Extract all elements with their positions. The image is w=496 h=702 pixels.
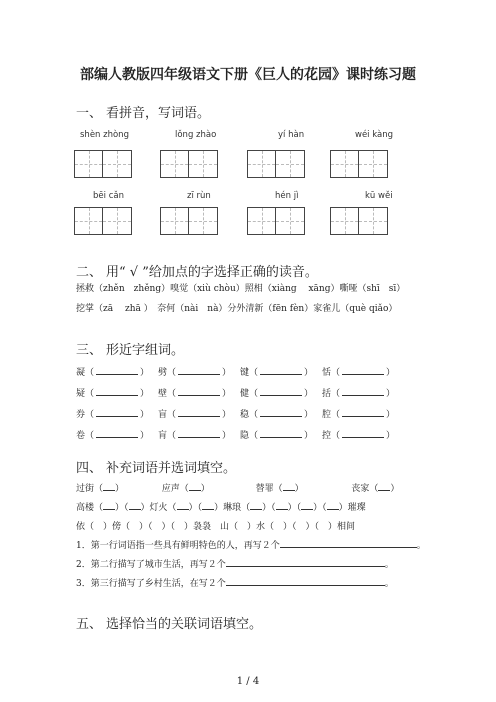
character: 腔	[322, 410, 332, 420]
section-number: 二、	[76, 265, 103, 280]
section-number: 一、	[76, 106, 103, 121]
page-title: 部编人教版四年级语文下册《巨人的花园》课时练习题	[80, 67, 416, 83]
word-item	[240, 428, 313, 441]
writing-grid[interactable]	[160, 207, 218, 235]
character: 凝	[76, 368, 86, 378]
paren-close: ）	[386, 410, 396, 420]
blank[interactable]	[342, 408, 384, 417]
character: 盲	[158, 410, 168, 420]
pinyin-7: hén jì	[275, 191, 299, 201]
blank[interactable]	[327, 501, 339, 510]
blank[interactable]	[178, 366, 220, 375]
paren-open: （	[331, 368, 341, 378]
text: ）（	[262, 503, 276, 513]
character: 劈	[158, 368, 168, 378]
text: ）璀璨	[338, 503, 366, 513]
blank[interactable]	[96, 429, 138, 438]
character: 稳	[240, 410, 250, 420]
pinyin-1: shèn zhòng	[80, 130, 129, 140]
character: 卷	[76, 431, 86, 441]
paren-open: （	[249, 368, 259, 378]
word-item	[322, 428, 395, 441]
paren-open: （	[331, 410, 341, 420]
section-1-heading	[76, 102, 210, 121]
blank[interactable]	[260, 387, 302, 396]
blank[interactable]	[178, 408, 220, 417]
blank[interactable]	[129, 501, 141, 510]
section-label: 选择恰当的关联词语填空。	[106, 617, 263, 632]
paren-close: ）	[304, 431, 314, 441]
blank[interactable]	[276, 501, 288, 510]
paren-close: ）	[304, 368, 314, 378]
paren-close: ）	[386, 368, 396, 378]
section-label: 补充词语并选词填空。	[106, 461, 237, 476]
answer-line[interactable]	[280, 539, 417, 548]
section-number: 三、	[76, 343, 103, 358]
blank[interactable]	[260, 408, 302, 417]
word-item	[158, 365, 231, 378]
blank[interactable]	[103, 482, 115, 491]
pinyin-5: bēi cǎn	[93, 191, 124, 201]
text: 替罪（	[255, 484, 283, 494]
character: 控	[322, 431, 332, 441]
pinyin-3: yí hàn	[278, 130, 305, 140]
text: ）琳琅（	[214, 503, 251, 513]
paren-open: （	[85, 431, 95, 441]
word-item	[158, 428, 231, 441]
paren-close: ）	[222, 368, 232, 378]
section-4-heading	[76, 457, 236, 476]
paren-close: ）	[222, 389, 232, 399]
blank[interactable]	[342, 366, 384, 375]
writing-grid[interactable]	[247, 207, 305, 235]
paren-open: （	[167, 368, 177, 378]
blank[interactable]	[202, 501, 214, 510]
character: 恬	[322, 368, 332, 378]
idiom-row-2	[76, 500, 366, 513]
section-label: 看拼音，写词语。	[106, 106, 211, 121]
text: ）	[390, 484, 400, 494]
character: 键	[240, 368, 250, 378]
text: ）（	[313, 503, 327, 513]
question-1	[76, 538, 426, 551]
paren-open: （	[167, 389, 177, 399]
section-label: 用“ √ ”给加点的字选择正确的读音。	[106, 265, 318, 280]
question-text: 3．第三行描写了乡村生活，在写２个	[76, 579, 226, 589]
text: ）（	[188, 503, 203, 513]
paren-open: （	[331, 389, 341, 399]
word-item	[76, 407, 149, 420]
character: 壁	[158, 389, 168, 399]
paren-open: （	[85, 368, 95, 378]
paren-open: （	[85, 389, 95, 399]
paren-close: ）	[386, 389, 396, 399]
paren-close: ）	[222, 410, 232, 420]
blank[interactable]	[96, 366, 138, 375]
blank[interactable]	[96, 408, 138, 417]
paren-open: （	[249, 431, 259, 441]
paren-open: （	[249, 410, 259, 420]
text: ）灯火（	[140, 503, 177, 513]
word-item	[240, 407, 313, 420]
section-5-heading	[76, 613, 262, 632]
word-item	[158, 407, 231, 420]
period: 。	[416, 541, 426, 551]
text: ）	[115, 484, 125, 494]
paren-open: （	[331, 431, 341, 441]
question-text: 2．第二行描写了城市生活，再写２个	[76, 560, 226, 570]
question-text: 1．第一行词语指一些具有鲜明特色的人，再写２个	[76, 541, 280, 551]
answer-line[interactable]	[226, 558, 385, 567]
paren-close: ）	[222, 431, 232, 441]
paren-close: ）	[140, 389, 150, 399]
blank[interactable]	[260, 366, 302, 375]
paren-close: ）	[140, 368, 150, 378]
writing-grid[interactable]	[247, 150, 305, 178]
pinyin-2: lǒng zhào	[175, 130, 217, 140]
text: ）	[294, 484, 304, 494]
section-3-heading	[76, 339, 184, 358]
text: ）（	[287, 503, 302, 513]
paren-close: ）	[140, 431, 150, 441]
character: 肓	[158, 431, 168, 441]
blank[interactable]	[342, 429, 384, 438]
blank[interactable]	[342, 387, 384, 396]
pinyin-4: wéi kàng	[355, 130, 394, 140]
paren-open: （	[167, 410, 177, 420]
writing-grid[interactable]	[74, 207, 132, 235]
text: 过街（	[76, 484, 104, 494]
character: 券	[76, 410, 86, 420]
word-item	[322, 407, 395, 420]
blank[interactable]	[178, 429, 220, 438]
writing-grid[interactable]	[330, 150, 388, 178]
blank[interactable]	[260, 429, 302, 438]
period: 。	[384, 560, 394, 570]
paren-close: ）	[304, 410, 314, 420]
reading-line-1: 拯救（zhěn zhěng）嗅觉（xiù chòu）照相（xiàng xāng）嘶哑（shī sī）	[76, 284, 406, 294]
idiom-row-1	[76, 481, 399, 494]
character: 隐	[240, 431, 250, 441]
text: ）（	[115, 503, 129, 513]
question-3	[76, 576, 394, 589]
section-number: 五、	[76, 617, 103, 632]
word-item	[322, 365, 395, 378]
word-item	[322, 386, 395, 399]
word-item	[240, 365, 313, 378]
blank[interactable]	[283, 482, 295, 491]
word-item	[240, 386, 313, 399]
word-item	[76, 428, 149, 441]
paren-close: ）	[386, 431, 396, 441]
idiom-row-3: 依（ ）傍（ ）（ ）（ ）袅袅 山（ ）水（ ）（ ）（ ）相间	[76, 522, 356, 532]
page-number: 1 / 4	[236, 676, 260, 687]
writing-grid[interactable]	[74, 150, 132, 178]
character: 括	[322, 389, 332, 399]
character: 健	[240, 389, 250, 399]
character: 疑	[76, 389, 86, 399]
paren-open: （	[85, 410, 95, 420]
word-item	[76, 365, 149, 378]
blank[interactable]	[189, 482, 201, 491]
blank[interactable]	[250, 501, 262, 510]
paren-close: ）	[140, 410, 150, 420]
blank[interactable]	[178, 387, 220, 396]
period: 。	[384, 579, 394, 589]
paren-close: ）	[304, 389, 314, 399]
pinyin-8: kū wěi	[365, 191, 393, 201]
writing-grid[interactable]	[160, 150, 218, 178]
blank[interactable]	[378, 482, 390, 491]
text: ）	[200, 484, 210, 494]
reading-line-2: 挖掌（zā zhā ） 奈何（nài nà）分外清新（fēn fèn）家雀儿（què qiǎo）	[76, 304, 398, 314]
question-2	[76, 557, 394, 570]
blank[interactable]	[177, 501, 189, 510]
answer-line[interactable]	[226, 577, 385, 586]
word-item	[76, 386, 149, 399]
paren-open: （	[249, 389, 259, 399]
section-2-heading	[76, 261, 318, 280]
blank[interactable]	[103, 501, 115, 510]
paren-open: （	[167, 431, 177, 441]
pinyin-6: zī rùn	[187, 191, 211, 201]
writing-grid[interactable]	[330, 207, 388, 235]
word-item	[158, 386, 231, 399]
blank[interactable]	[301, 501, 313, 510]
blank[interactable]	[96, 387, 138, 396]
text: 高楼（	[76, 503, 104, 513]
section-number: 四、	[76, 461, 103, 476]
section-label: 形近字组词。	[106, 343, 185, 358]
text: 丧家（	[351, 484, 379, 494]
text: 应声（	[161, 484, 189, 494]
